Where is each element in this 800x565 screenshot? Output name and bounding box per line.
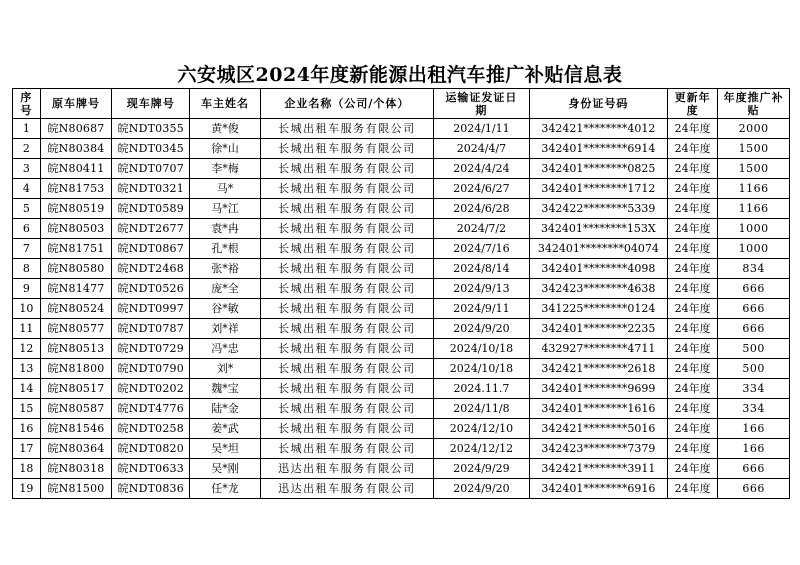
cell-new-plate: 皖NDT0820 — [112, 439, 190, 459]
table-row — [13, 139, 790, 159]
cell-old-plate: 皖N80580 — [40, 259, 112, 279]
header-subsidy: 年度推广补贴 — [718, 89, 790, 119]
cell-company: 长城出租车服务有限公司 — [260, 339, 434, 359]
cell-permit-date: 2024/8/14 — [434, 259, 530, 279]
cell-seq: 5 — [13, 199, 41, 219]
cell-permit-date: 2024/9/11 — [434, 299, 530, 319]
cell-old-plate: 皖N80318 — [40, 459, 112, 479]
cell-renew-year: 24年度 — [668, 339, 718, 359]
cell-subsidy: 334 — [718, 399, 790, 419]
cell-old-plate: 皖N80687 — [40, 119, 112, 139]
cell-owner: 任*龙 — [190, 479, 260, 499]
cell-subsidy: 1166 — [718, 179, 790, 199]
cell-renew-year: 24年度 — [668, 279, 718, 299]
cell-seq: 12 — [13, 339, 41, 359]
cell-new-plate: 皖NDT0633 — [112, 459, 190, 479]
cell-new-plate: 皖NDT4776 — [112, 399, 190, 419]
header-id-number: 身份证号码 — [529, 89, 667, 119]
cell-subsidy: 1500 — [718, 139, 790, 159]
cell-new-plate: 皖NDT0355 — [112, 119, 190, 139]
cell-company: 长城出租车服务有限公司 — [260, 179, 434, 199]
cell-permit-date: 2024/11/8 — [434, 399, 530, 419]
cell-owner: 刘* — [190, 359, 260, 379]
cell-company: 迅达出租车服务有限公司 — [260, 479, 434, 499]
cell-subsidy: 1000 — [718, 239, 790, 259]
cell-subsidy: 666 — [718, 279, 790, 299]
cell-id-number: 342421********3911 — [529, 459, 667, 479]
cell-permit-date: 2024/9/13 — [434, 279, 530, 299]
cell-owner: 谷*敏 — [190, 299, 260, 319]
cell-subsidy: 1000 — [718, 219, 790, 239]
cell-new-plate: 皖NDT0790 — [112, 359, 190, 379]
cell-seq: 4 — [13, 179, 41, 199]
cell-new-plate: 皖NDT0321 — [112, 179, 190, 199]
cell-renew-year: 24年度 — [668, 139, 718, 159]
table-row — [13, 379, 790, 399]
table-row — [13, 159, 790, 179]
cell-new-plate: 皖NDT2677 — [112, 219, 190, 239]
table-row — [13, 279, 790, 299]
cell-seq: 2 — [13, 139, 41, 159]
table-row — [13, 299, 790, 319]
cell-company: 长城出租车服务有限公司 — [260, 359, 434, 379]
table-row — [13, 179, 790, 199]
cell-seq: 10 — [13, 299, 41, 319]
header-company: 企业名称（公司/个体） — [260, 89, 434, 119]
cell-owner: 魏*宝 — [190, 379, 260, 399]
cell-id-number: 342421********2618 — [529, 359, 667, 379]
cell-old-plate: 皖N81751 — [40, 239, 112, 259]
document-title: 六安城区2024年度新能源出租汽车推广补贴信息表 — [177, 64, 623, 86]
cell-company: 长城出租车服务有限公司 — [260, 199, 434, 219]
cell-new-plate: 皖NDT0836 — [112, 479, 190, 499]
table-header-row — [13, 89, 790, 119]
cell-company: 长城出租车服务有限公司 — [260, 319, 434, 339]
cell-permit-date: 2024/6/28 — [434, 199, 530, 219]
table-row — [13, 319, 790, 339]
cell-new-plate: 皖NDT0707 — [112, 159, 190, 179]
cell-permit-date: 2024/4/7 — [434, 139, 530, 159]
table-row — [13, 399, 790, 419]
cell-company: 长城出租车服务有限公司 — [260, 239, 434, 259]
cell-renew-year: 24年度 — [668, 439, 718, 459]
cell-id-number: 342423********4638 — [529, 279, 667, 299]
cell-subsidy: 666 — [718, 479, 790, 499]
cell-new-plate: 皖NDT0526 — [112, 279, 190, 299]
cell-owner: 张*裕 — [190, 259, 260, 279]
cell-subsidy: 500 — [718, 339, 790, 359]
cell-subsidy: 1500 — [718, 159, 790, 179]
cell-permit-date: 2024/12/12 — [434, 439, 530, 459]
table-row — [13, 359, 790, 379]
cell-renew-year: 24年度 — [668, 199, 718, 219]
header-new-plate: 现车牌号 — [112, 89, 190, 119]
cell-seq: 19 — [13, 479, 41, 499]
cell-owner: 姜*武 — [190, 419, 260, 439]
cell-company: 迅达出租车服务有限公司 — [260, 459, 434, 479]
cell-old-plate: 皖N81800 — [40, 359, 112, 379]
header-permit-date: 运输证发证日期 — [434, 89, 530, 119]
cell-seq: 13 — [13, 359, 41, 379]
cell-old-plate: 皖N80577 — [40, 319, 112, 339]
cell-old-plate: 皖N80513 — [40, 339, 112, 359]
cell-id-number: 342401********153X — [529, 219, 667, 239]
cell-seq: 17 — [13, 439, 41, 459]
cell-seq: 6 — [13, 219, 41, 239]
cell-seq: 15 — [13, 399, 41, 419]
subsidy-table — [12, 88, 790, 499]
cell-id-number: 342401********04074 — [529, 239, 667, 259]
cell-owner: 庞*全 — [190, 279, 260, 299]
cell-id-number: 342401********1712 — [529, 179, 667, 199]
cell-permit-date: 2024/9/20 — [434, 319, 530, 339]
cell-seq: 8 — [13, 259, 41, 279]
cell-new-plate: 皖NDT0867 — [112, 239, 190, 259]
cell-company: 长城出租车服务有限公司 — [260, 439, 434, 459]
cell-old-plate: 皖N80503 — [40, 219, 112, 239]
cell-renew-year: 24年度 — [668, 179, 718, 199]
cell-renew-year: 24年度 — [668, 479, 718, 499]
cell-subsidy: 1166 — [718, 199, 790, 219]
table-row — [13, 219, 790, 239]
cell-owner: 黄*俊 — [190, 119, 260, 139]
cell-renew-year: 24年度 — [668, 159, 718, 179]
cell-new-plate: 皖NDT0258 — [112, 419, 190, 439]
cell-subsidy: 500 — [718, 359, 790, 379]
cell-company: 长城出租车服务有限公司 — [260, 279, 434, 299]
cell-old-plate: 皖N80519 — [40, 199, 112, 219]
cell-owner: 马* — [190, 179, 260, 199]
cell-id-number: 342401********6916 — [529, 479, 667, 499]
header-owner: 车主姓名 — [190, 89, 260, 119]
cell-owner: 袁*冉 — [190, 219, 260, 239]
cell-old-plate: 皖N80384 — [40, 139, 112, 159]
cell-id-number: 342401********6914 — [529, 139, 667, 159]
cell-renew-year: 24年度 — [668, 419, 718, 439]
table-body — [13, 119, 790, 499]
cell-old-plate: 皖N80517 — [40, 379, 112, 399]
cell-seq: 1 — [13, 119, 41, 139]
header-old-plate: 原车牌号 — [40, 89, 112, 119]
cell-renew-year: 24年度 — [668, 399, 718, 419]
table-row — [13, 259, 790, 279]
cell-seq: 7 — [13, 239, 41, 259]
table-row — [13, 419, 790, 439]
cell-renew-year: 24年度 — [668, 239, 718, 259]
cell-renew-year: 24年度 — [668, 259, 718, 279]
table-row — [13, 479, 790, 499]
cell-id-number: 342422********5339 — [529, 199, 667, 219]
cell-seq: 14 — [13, 379, 41, 399]
cell-old-plate: 皖N80364 — [40, 439, 112, 459]
cell-renew-year: 24年度 — [668, 459, 718, 479]
table-row — [13, 199, 790, 219]
cell-new-plate: 皖NDT0589 — [112, 199, 190, 219]
table-row — [13, 439, 790, 459]
cell-subsidy: 334 — [718, 379, 790, 399]
cell-renew-year: 24年度 — [668, 299, 718, 319]
cell-company: 长城出租车服务有限公司 — [260, 299, 434, 319]
cell-owner: 陆*金 — [190, 399, 260, 419]
cell-owner: 李*梅 — [190, 159, 260, 179]
cell-old-plate: 皖N80411 — [40, 159, 112, 179]
cell-company: 长城出租车服务有限公司 — [260, 119, 434, 139]
cell-owner: 冯*忠 — [190, 339, 260, 359]
cell-company: 长城出租车服务有限公司 — [260, 419, 434, 439]
cell-owner: 孔*根 — [190, 239, 260, 259]
table-row — [13, 339, 790, 359]
cell-renew-year: 24年度 — [668, 319, 718, 339]
cell-id-number: 342401********2235 — [529, 319, 667, 339]
cell-new-plate: 皖NDT0345 — [112, 139, 190, 159]
header-seq: 序号 — [13, 89, 41, 119]
cell-old-plate: 皖N81546 — [40, 419, 112, 439]
cell-owner: 吴*坦 — [190, 439, 260, 459]
cell-new-plate: 皖NDT0202 — [112, 379, 190, 399]
cell-new-plate: 皖NDT0997 — [112, 299, 190, 319]
cell-subsidy: 2000 — [718, 119, 790, 139]
cell-owner: 刘*祥 — [190, 319, 260, 339]
cell-permit-date: 2024/10/18 — [434, 339, 530, 359]
cell-seq: 11 — [13, 319, 41, 339]
table-row — [13, 119, 790, 139]
cell-renew-year: 24年度 — [668, 219, 718, 239]
cell-subsidy: 666 — [718, 299, 790, 319]
cell-id-number: 342421********5016 — [529, 419, 667, 439]
cell-permit-date: 2024/7/2 — [434, 219, 530, 239]
cell-company: 长城出租车服务有限公司 — [260, 159, 434, 179]
cell-permit-date: 2024.11.7 — [434, 379, 530, 399]
cell-old-plate: 皖N81477 — [40, 279, 112, 299]
cell-permit-date: 2024/1/11 — [434, 119, 530, 139]
cell-renew-year: 24年度 — [668, 119, 718, 139]
cell-old-plate: 皖N80524 — [40, 299, 112, 319]
cell-subsidy: 834 — [718, 259, 790, 279]
cell-new-plate: 皖NDT0729 — [112, 339, 190, 359]
cell-id-number: 432927********4711 — [529, 339, 667, 359]
table-row — [13, 239, 790, 259]
cell-permit-date: 2024/10/18 — [434, 359, 530, 379]
cell-subsidy: 666 — [718, 459, 790, 479]
cell-id-number: 342401********4098 — [529, 259, 667, 279]
cell-old-plate: 皖N81500 — [40, 479, 112, 499]
cell-owner: 马*江 — [190, 199, 260, 219]
cell-owner: 吴*刚 — [190, 459, 260, 479]
cell-new-plate: 皖NDT0787 — [112, 319, 190, 339]
cell-old-plate: 皖N80587 — [40, 399, 112, 419]
cell-subsidy: 166 — [718, 439, 790, 459]
cell-seq: 16 — [13, 419, 41, 439]
cell-id-number: 341225********0124 — [529, 299, 667, 319]
cell-new-plate: 皖NDT2468 — [112, 259, 190, 279]
cell-permit-date: 2024/9/29 — [434, 459, 530, 479]
cell-permit-date: 2024/4/24 — [434, 159, 530, 179]
header-renew-year: 更新年度 — [668, 89, 718, 119]
cell-id-number: 342423********7379 — [529, 439, 667, 459]
cell-seq: 3 — [13, 159, 41, 179]
cell-permit-date: 2024/7/16 — [434, 239, 530, 259]
cell-permit-date: 2024/12/10 — [434, 419, 530, 439]
cell-company: 长城出租车服务有限公司 — [260, 219, 434, 239]
cell-company: 长城出租车服务有限公司 — [260, 139, 434, 159]
cell-company: 长城出租车服务有限公司 — [260, 399, 434, 419]
cell-permit-date: 2024/9/20 — [434, 479, 530, 499]
cell-renew-year: 24年度 — [668, 379, 718, 399]
cell-subsidy: 166 — [718, 419, 790, 439]
cell-company: 长城出租车服务有限公司 — [260, 379, 434, 399]
cell-id-number: 342421********4012 — [529, 119, 667, 139]
cell-owner: 徐*山 — [190, 139, 260, 159]
cell-id-number: 342401********9699 — [529, 379, 667, 399]
cell-old-plate: 皖N81753 — [40, 179, 112, 199]
cell-id-number: 342401********1616 — [529, 399, 667, 419]
cell-subsidy: 666 — [718, 319, 790, 339]
table-row — [13, 459, 790, 479]
cell-company: 长城出租车服务有限公司 — [260, 259, 434, 279]
cell-seq: 9 — [13, 279, 41, 299]
cell-renew-year: 24年度 — [668, 359, 718, 379]
cell-id-number: 342401********0825 — [529, 159, 667, 179]
cell-permit-date: 2024/6/27 — [434, 179, 530, 199]
cell-seq: 18 — [13, 459, 41, 479]
